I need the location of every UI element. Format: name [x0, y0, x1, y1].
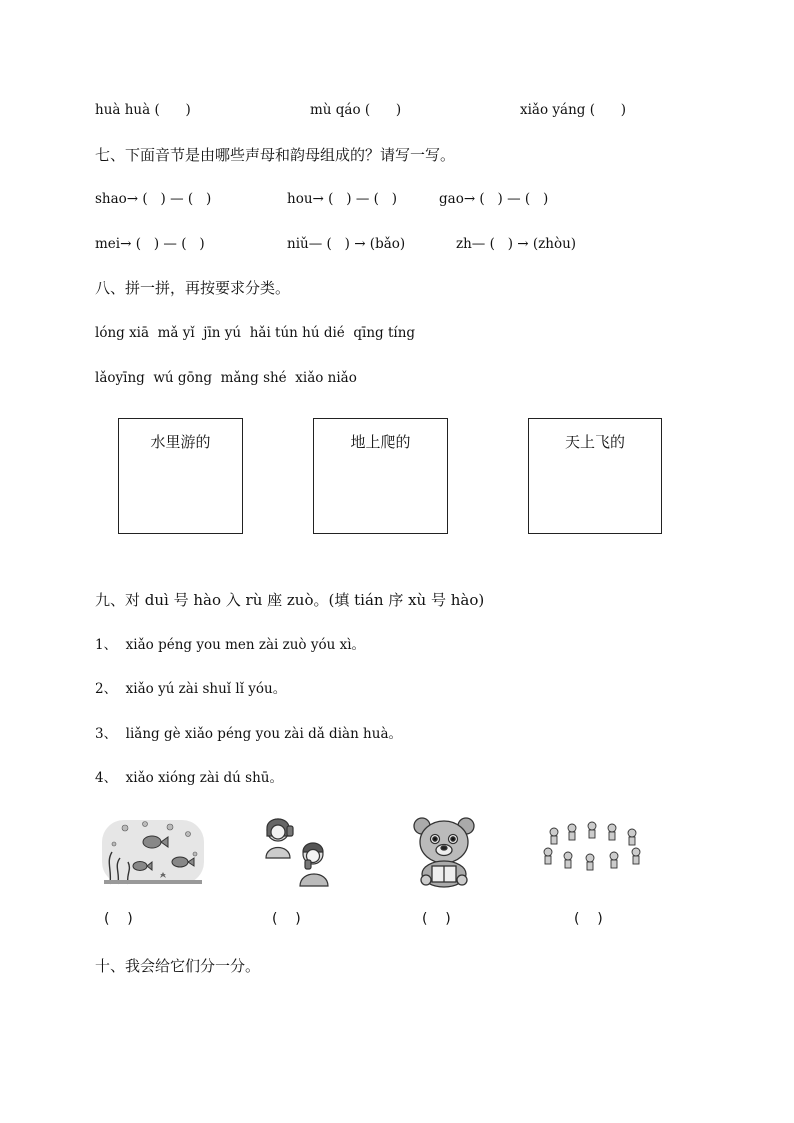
answer-blank-3[interactable]: ( ) [422, 911, 451, 927]
syllable-hou: hou→ ( ) — ( ) [287, 191, 398, 207]
syllable-zh: zh— ( ) → (zhòu) [456, 236, 577, 252]
answer-blank-1[interactable]: ( ) [104, 911, 133, 927]
syllable-mei: mei→ ( ) — ( ) [95, 236, 205, 252]
section-10-heading: 十、我会给它们分一分。 [95, 957, 261, 975]
category-box-ground[interactable] [313, 418, 448, 534]
kids-playing-game-picture [540, 820, 645, 872]
answer-blank-4[interactable]: ( ) [574, 911, 603, 927]
category-label-sky: 天上飞的 [564, 433, 625, 451]
syllable-niu: niǔ— ( ) → (bǎo) [287, 236, 406, 252]
category-box-water[interactable] [118, 418, 243, 534]
sentence-2: 2、 xiǎo yú zài shuǐ lǐ yóu。 [95, 681, 287, 697]
syllable-gao: gao→ ( ) — ( ) [439, 191, 549, 207]
syllable-shao: shao→ ( ) — ( ) [95, 191, 212, 207]
sentence-3: 3、 liǎng gè xiǎo péng you zài dǎ diàn huà。 [95, 726, 402, 742]
section-8-heading: 八、拼一拼，再按要求分类。 [95, 279, 291, 297]
sentence-4: 4、 xiǎo xióng zài dú shū。 [95, 770, 283, 786]
category-box-sky[interactable] [528, 418, 662, 534]
bear-reading-picture [408, 814, 480, 888]
category-label-ground: 地上爬的 [350, 433, 411, 451]
section-9-heading: 九、对 duì 号 hào 入 rù 座 zuò。(填 tián 序 xù 号 hào) [95, 591, 485, 609]
kids-phone-call-picture [258, 814, 338, 888]
sentence-1: 1、 xiǎo péng you men zài zuò yóu xì。 [95, 637, 366, 653]
pinyin-item-muqiao: mù qáo ( ) [310, 102, 402, 118]
pinyin-words-line-2: lǎoyīng wú gōng mǎng shé xiǎo niǎo [95, 370, 357, 386]
section-7-heading: 七、下面音节是由哪些声母和韵母组成的？请写一写。 [95, 146, 456, 164]
pinyin-words-line-1: lóng xiā mǎ yǐ jīn yú hǎi tún hú dié qīng tíng [95, 325, 416, 341]
pinyin-item-huahua: huà huà ( ) [95, 102, 191, 118]
pinyin-item-xiaoyang: xiǎo yáng ( ) [520, 102, 626, 118]
answer-blank-2[interactable]: ( ) [272, 911, 301, 927]
fish-underwater-picture [100, 814, 206, 888]
category-label-water: 水里游的 [150, 433, 211, 451]
